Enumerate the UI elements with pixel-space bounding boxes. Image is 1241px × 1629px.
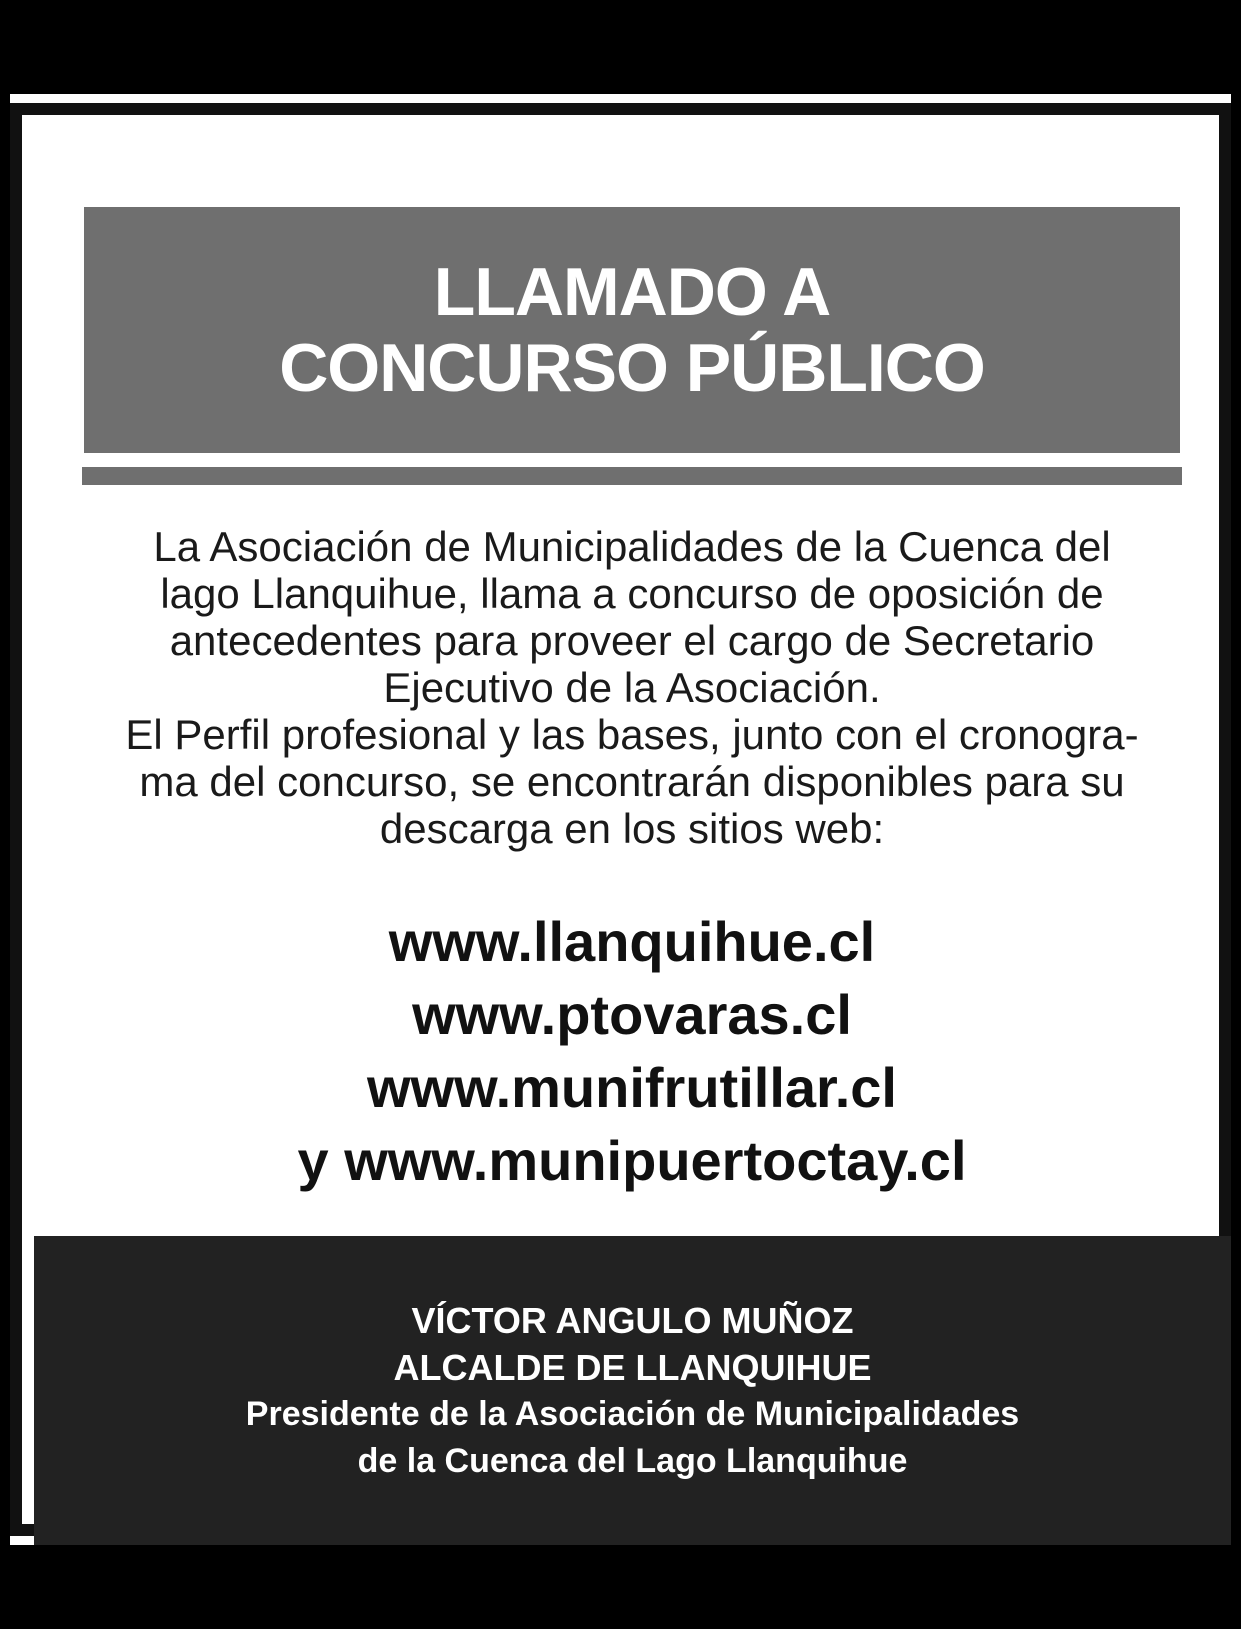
notice-body (62, 523, 1202, 852)
top-black-band (0, 0, 1241, 94)
body-line: descarga en los sitios web: (379, 805, 885, 852)
body-line: La Asociación de Municipalidades de la Cuenca del (153, 523, 1111, 570)
bottom-black-band (0, 1545, 1241, 1629)
title-banner (84, 207, 1180, 453)
title-line-1: LLAMADO A (433, 254, 831, 330)
signatory-title: ALCALDE DE LLANQUIHUE (393, 1346, 872, 1388)
signatory-name: VÍCTOR ANGULO MUÑOZ (411, 1299, 854, 1341)
website-list (62, 905, 1202, 1197)
website-munipuertoctay: y www.munipuertoctay.cl (297, 1129, 967, 1192)
signatory-org-line-2: de la Cuenca del Lago Llanquihue (357, 1441, 908, 1480)
website-ptovaras: www.ptovaras.cl (412, 983, 852, 1046)
website-llanquihue: www.llanquihue.cl (388, 910, 876, 973)
signature-block (34, 1236, 1231, 1545)
body-line: ma del concurso, se encontrarán disponibles para su (139, 758, 1125, 805)
body-line: antecedentes para proveer el cargo de Secretario (169, 617, 1095, 664)
public-notice (10, 94, 1231, 1545)
website-munifrutillar: www.munifrutillar.cl (366, 1056, 897, 1119)
body-line: lago Llanquihue, llama a concurso de oposición de (160, 570, 1104, 617)
signatory-org-line-1: Presidente de la Asociación de Municipalidades (245, 1394, 1020, 1433)
body-line: El Perfil profesional y las bases, junto con el cronogra- (125, 711, 1139, 758)
title-divider (82, 467, 1182, 485)
notice-frame (10, 103, 1231, 1536)
title-line-2: CONCURSO PÚBLICO (279, 330, 985, 406)
body-line: Ejecutivo de la Asociación. (383, 664, 881, 711)
